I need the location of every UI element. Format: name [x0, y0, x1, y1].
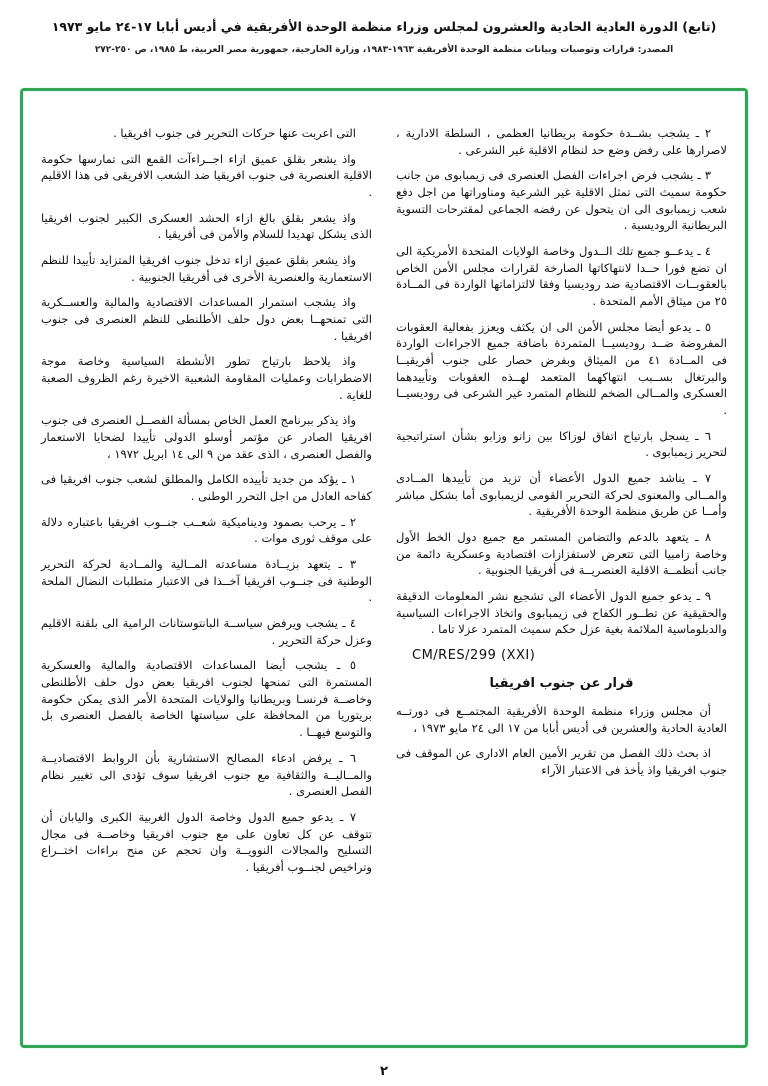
paragraph: ٣ ـ يتعهد بزيــادة مساعدته المــالية والمــادية لحركة التحرير الوطنية فى جنــوب افريقيا آخــذا فى الاعتبار متطلبات النضال الملحة .: [41, 557, 372, 605]
paragraph: أن مجلس وزراء منظمة الوحدة الأفريقية المجتمــع فى دورتــه العادية الحادية والعشرين فى أديس أبابا من ١٧ الى ٢٤ مايو ١٩٧٣ ،: [396, 703, 727, 735]
paragraph: ٧ ـ يدعو جميع الدول وخاصة الدول الغربية الكبرى واليابان أن تتوقف عن كل تعاون على مع جنوب افريقيا وخاصــة فى مجال التسليح والمجالات النوويــة وان تحجم عن منح براءات اختــراع وتراخيص لجنــوب أفريقيا .: [41, 809, 372, 874]
column-left: [41, 125, 372, 1031]
paragraph: ٣ ـ يشجب فرض اجراءات الفصل العنصرى فى زيمبابوى من جانب حكومة سميث التى تمثل الاقلية غير الشرعية ومناوراتها من اجل دفع شعب زيمبابوى الى ان يتحول عن رفضه الجماعى لمقترحات التسوية البريطانية الروديسية .: [396, 168, 727, 233]
document-reference: CM/RES/299 (XXI): [412, 648, 536, 664]
paragraph: ٢ ـ يرحب بصمود وديناميكية شعــب جنــوب افريقيا باعتباره دلالة على موقف ثورى موات .: [41, 514, 372, 546]
paragraph: ٦ ـ يرفض ادعاء المصالح الاستشارية بأن الروابط الاقتصاديــة والمــاليــة والثقافية مع جنوب افريقيا سوف تؤدى الى تغيير نظام الفصل العنصرى .: [41, 750, 372, 799]
green-border-content-box: [20, 88, 748, 1048]
paragraph: ٤ ـ يدعــو جميع تلك الــدول وخاصة الولايات المتحدة الأمريكية الى ان تضع فورا حــدا لانتهاكاتها الصارخة لقرارات مجلس الأمن الخاص بالعقوبــات الاقتصادية ضد روديسيا وفقا لالتزاماتها الواردة فى المــادة ٢٥ من ميثاق الأمم المتحدة .: [396, 244, 727, 309]
two-column-layout: [41, 125, 727, 1031]
paragraph: واذ يلاحظ بارتياح تطور الأنشطة السياسية وخاصة موجة الاضطرابات وعمليات المقاومة الشعبية الاخيرة رغم الظروف الصعبة للغاية .: [41, 354, 372, 402]
paragraph: ٥ ـ يشجب أيضا المساعدات الاقتصادية والمالية والعسكرية المستمرة التى تمنحها لجنوب افريقيا بعض دول حلف الأطلنطى وخاصــة فرنسـا وبريطانيا والولايات المتحدة الأمر الذى يمكن حكومة بريتوريا من المحافظة على سياستها الخاصة بالفصل العنصرى بل والتوسع فيهــا .: [41, 658, 372, 740]
paragraph: ٤ ـ يشجب ويرفض سياســة البانتوستانات الرامية الى بلقنة الاقليم وعزل حركة التحرير .: [41, 616, 372, 647]
paragraph: واذ يذكر ببرنامج العمل الخاص بمسألة الفصــل العنصرى فى جنوب افريقيا الصادر عن مؤتمر أوسلو الدولى تأييدا لضحايا الاستعمار والفصل العنصرى ، الذى عقد من ٩ الى ١٤ ابريل ١٩٧٢ ،: [41, 413, 372, 461]
paragraph: واذ يشجب استمرار المساعدات الاقتصادية والمالية والعســكرية التى تمنحهــا بعض دول حلف الأطلنطى للنظم العنصرى فى جنوب افريقيا .: [41, 295, 372, 343]
header-source: المصدر: قرارات وتوصيات وبيانات منظمة الوحدة الأفريقية ١٩٦٣-١٩٨٣، وزارة الخارجية، جمهورية مصر العربية، ط ١٩٨٥، ص ٢٥٠-٢٧٢: [94, 44, 674, 55]
page-number: ٢: [380, 1064, 388, 1079]
paragraph: ٥ ـ يدعو أيضا مجلس الأمن الى ان يكثف ويعزز بفعالية العقوبات المفروضة ضــد روديسيــا المتمردة باضافة جميع الاجراءات الواردة فى المــادة ٤١ من الميثاق وبفرض حصار على جنوب أفريقيــا والبرتغال بســبب انتهاكهما المتعمد لهــذه العقوبات وتأييدهما العسكرى والمــالى الضخم للنظام المتمرد غير الشرعى فى روديسيــا .: [396, 319, 727, 418]
header-title: (تابع) الدورة العادية الحادية والعشرون لمجلس وزراء منظمة الوحدة الأفريقية في أديس أبابا ١٧-٢٤ مايو ١٩٧٣: [51, 19, 717, 34]
page-header: [0, 0, 768, 55]
paragraph: ٩ ـ يدعو جميع الدول الأعضاء الى تشجيع نشر المعلومات الدقيقة والحقيقية عن تطــور الكفاح فى زيمبابوى واتخاذ الاجراءات السياسية والدبلوماسية الملائمة بغية عزل حكم سميث المتمرد عزلا تاما .: [396, 589, 727, 637]
paragraph: ٢ ـ يشجب بشــدة حكومة بريطانيا العظمى ، السلطة الادارية ، لاصرارها على رفض وضع حد لنظام الاقلية غير الشرعى .: [396, 126, 727, 157]
paragraph: واذ يشعر بقلق بالغ ازاء الحشد العسكرى الكبير لجنوب افريقيا الذى يشكل تهديدا للسلام والأمن فى أفريقيا .: [41, 210, 372, 242]
paragraph: التى اعربت عنها حركات التحرير فى جنوب افريقيا .: [113, 126, 356, 140]
paragraph: واذ يشعر بقلق عميق ازاء اجــراءآت القمع التى تمارسها حكومة الاقلية العنصرية فى جنوب افريقيا ضد الشعب الافريقى فى هذا الاقليم .: [41, 151, 372, 200]
paragraph: ٦ ـ يسجل بارتياح اتفاق لوزاكا بين زانو وزابو بشأن استراتيجية لتحرير زيمبابوى .: [396, 428, 727, 460]
paragraph: اذ بحث ذلك الفصل من تقرير الأمين العام الادارى عن الموقف فى جنوب افريقيا واذ يأخذ فى الاعتبار الآراء: [396, 746, 727, 777]
paragraph: واذ يشعر بقلق عميق ازاء تدخل جنوب افريقيا المتزايد تأييدا للنظم الاستعمارية والعنصرية الأخرى فى أفريقيا الجنوبية .: [41, 253, 372, 284]
column-right: [396, 125, 727, 1031]
section-title: قرار عن جنوب افريقيا: [489, 675, 634, 691]
paragraph: ٨ ـ يتعهد بالدعم والتضامن المستمر مع جميع دول الخط الأول وخاصة زامبيا التى تتعرض لاستفزازات اقتصادية وعسكرية دائمة من جانب أنظمــة الاقلية العنصريــة فى أفريقيا الجنوبية .: [396, 530, 727, 578]
paragraph: ٧ ـ يناشد جميع الدول الأعضاء أن تزيد من تأييدها المــادى والمــالى والمعنوى لحركة التحرير القومى لزيمبابوى أما بشكل مباشر وأمــا عن طريق منظمة الوحدة الأفريقية .: [396, 471, 727, 519]
paragraph: ١ ـ يؤكد من جديد تأييده الكامل والمطلق لشعب جنوب افريقيا فى كفاحه العادل من اجل التحرر الوطنى .: [41, 472, 372, 504]
